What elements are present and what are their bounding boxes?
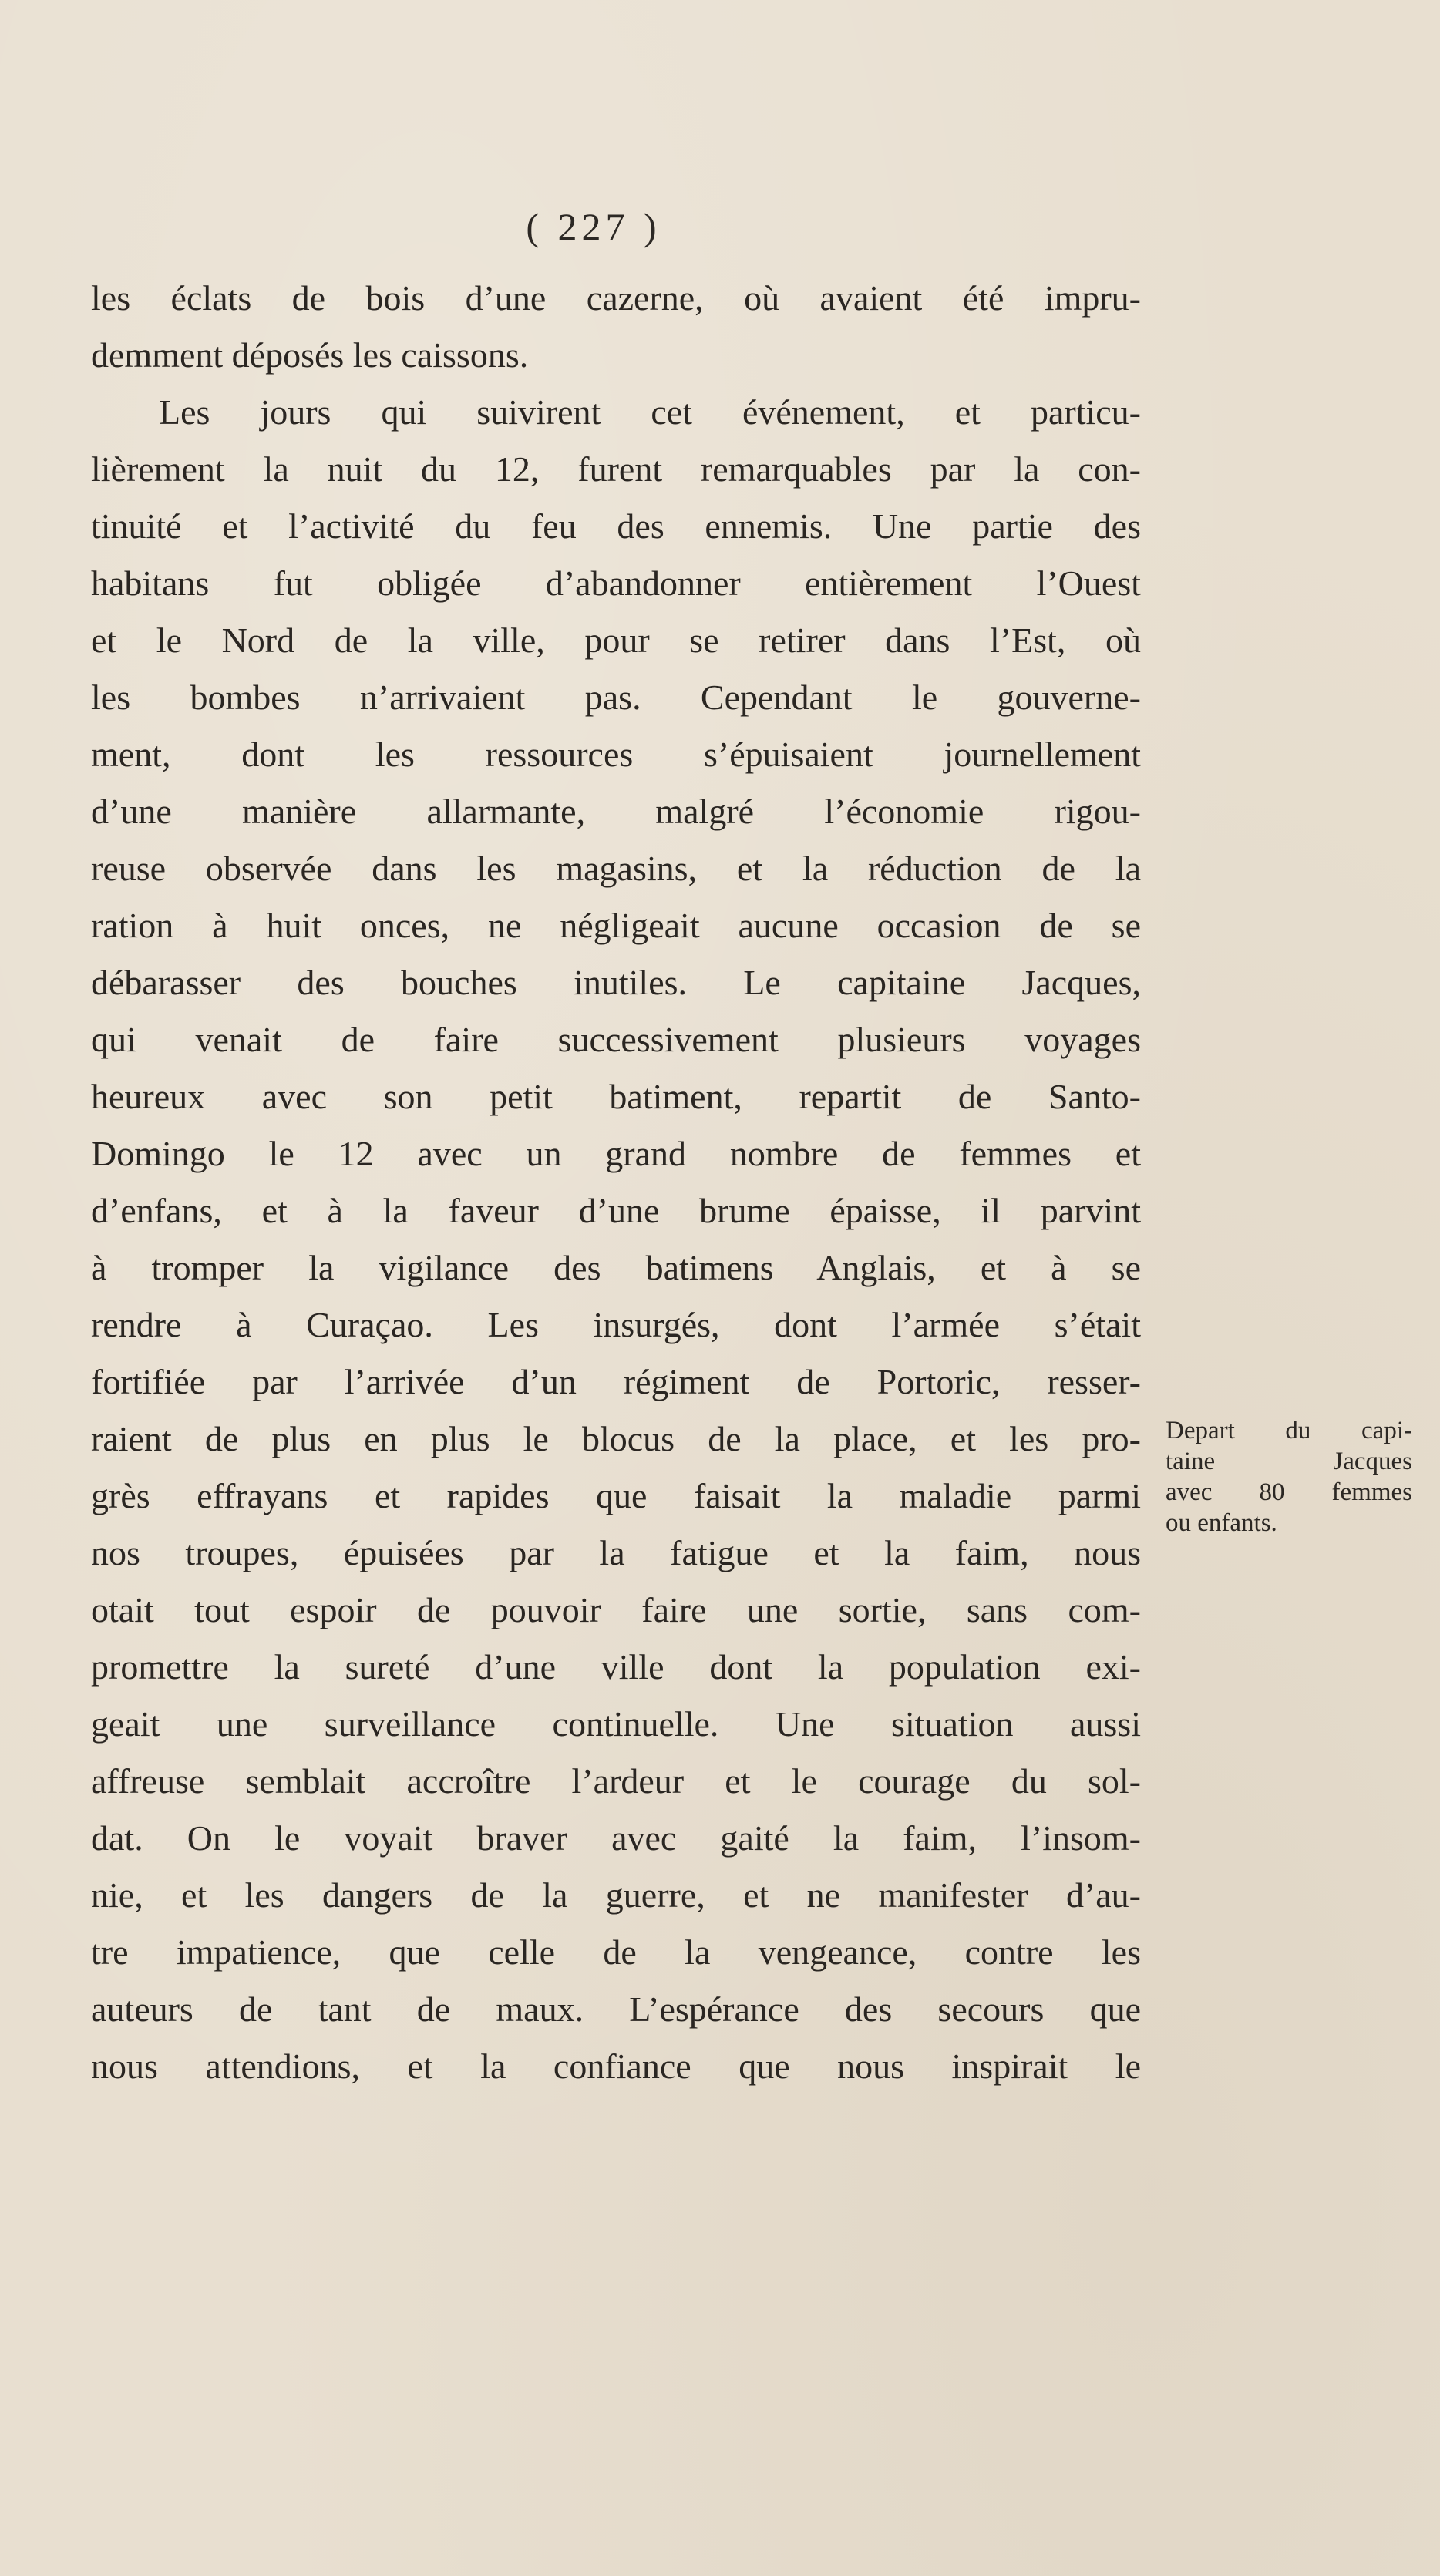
text-line: fortifiée par l’arrivée d’un régiment de Portoric, resser- <box>91 1362 1141 1401</box>
text-line: geait une surveillance continuelle. Une situation aussi <box>91 1704 1141 1744</box>
text-line: d’enfans, et à la faveur d’une brume épaisse, il parvint <box>91 1191 1141 1230</box>
show-through-text <box>1187 1172 1418 1264</box>
text-line: grès effrayans et rapides que faisait la maladie parmi <box>91 1476 1141 1515</box>
marginal-note-line: taine Jacques <box>1166 1448 1412 1475</box>
text-line: tre impatience, que celle de la vengeance, contre les <box>91 1932 1141 1972</box>
text-line: qui venait de faire successivement plusieurs voyages <box>91 1020 1141 1059</box>
text-line: promettre la sureté d’une ville dont la population exi- <box>91 1647 1141 1687</box>
text-line: nie, et les dangers de la guerre, et ne manifester d’au- <box>91 1875 1141 1915</box>
text-line: à tromper la vigilance des batimens Anglais, et à se <box>91 1248 1141 1287</box>
text-line: ment, dont les ressources s’épuisaient journellement <box>91 735 1141 774</box>
text-line: affreuse semblait accroître l’ardeur et le courage du sol- <box>91 1761 1141 1801</box>
text-line: raient de plus en plus le blocus de la place, et les pro- <box>91 1419 1141 1458</box>
marginal-note <box>1166 1415 1412 1539</box>
text-line: les bombes n’arrivaient pas. Cependant le gouverne- <box>91 678 1141 717</box>
text-line: d’une manière allarmante, malgré l’économie rigou- <box>91 792 1141 831</box>
page-number: ( 227 ) <box>526 205 661 248</box>
text-line: tinuité et l’activité du feu des ennemis. Une partie des <box>91 506 1141 546</box>
text-line: Les jours qui suivirent cet événement, et particu- <box>159 392 1141 432</box>
marginal-note-line: Depart du capi- <box>1166 1417 1412 1444</box>
text-line: débarasser des bouches inutiles. Le capitaine Jacques, <box>91 963 1141 1002</box>
text-line: nous attendions, et la confiance que nous inspirait le <box>91 2046 1141 2086</box>
marginal-note-line: ou enfants. <box>1166 1509 1277 1537</box>
text-line: dat. On le voyait braver avec gaité la faim, l’insom- <box>91 1818 1141 1858</box>
marginal-note-line: avec 80 femmes <box>1166 1478 1412 1506</box>
text-line: rendre à Curaçao. Les insurgés, dont l’armée s’était <box>91 1305 1141 1344</box>
text-line: lièrement la nuit du 12, furent remarquables par la con- <box>91 449 1141 489</box>
text-line: habitans fut obligée d’abandonner entièrement l’Ouest <box>91 563 1141 603</box>
body-text <box>91 270 1141 2095</box>
text-line: auteurs de tant de maux. L’espérance des secours que <box>91 1989 1141 2029</box>
text-line: et le Nord de la ville, pour se retirer dans l’Est, où <box>91 620 1141 660</box>
text-line: nos troupes, épuisées par la fatigue et la faim, nous <box>91 1533 1141 1572</box>
text-line: otait tout espoir de pouvoir faire une sortie, sans com- <box>91 1590 1141 1629</box>
text-line: ration à huit onces, ne négligeait aucune occasion de se <box>91 906 1141 945</box>
text-line: reuse observée dans les magasins, et la réduction de la <box>91 849 1141 888</box>
text-line: heureux avec son petit batiment, repartit de Santo- <box>91 1077 1141 1116</box>
text-line: Domingo le 12 avec un grand nombre de femmes et <box>91 1134 1141 1173</box>
text-line: les éclats de bois d’une cazerne, où avaient été impru- <box>91 278 1141 318</box>
text-line: demment déposés les caissons. <box>91 335 529 375</box>
